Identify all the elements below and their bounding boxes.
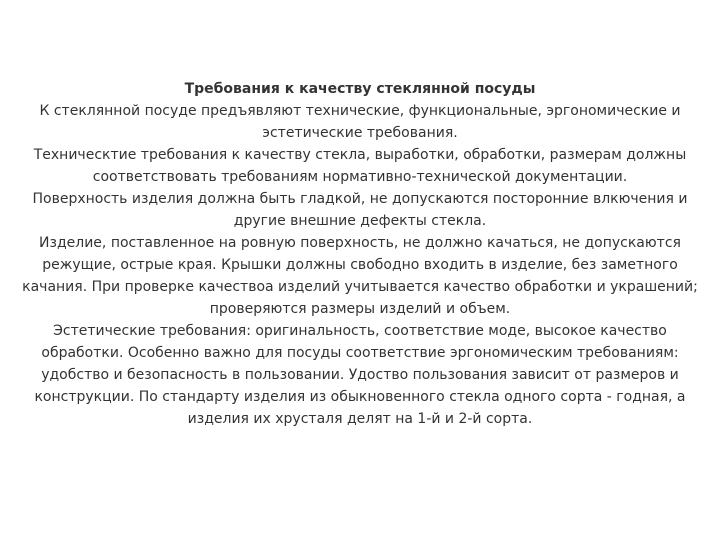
document-title: Требования к качеству стеклянной посуды (184, 81, 536, 97)
paragraph-types: К стеклянной посуде предъявляют технические, функциональные, эргономические и эстетические требования. (39, 103, 681, 141)
paragraph-technical: Техническтие требования к качеству стекла, выработки, обработки, размерам должны соответствовать требованиям нормативно-технической документации. (33, 147, 687, 185)
paragraph-aesthetic: Эстетические требования: оригинальность, соответствие моде, высокое качество обработки. Особенно важно для посуды соответствие эргономическим требованиям: удобство и безопасность в пользовании. Удоство пользования зависит от размеров и конструкции. По стандарту изделия из обыкновенного стекла одного сорта - годная, а изделия их хрусталя делят на 1-й и 2-й сорта. (34, 323, 686, 427)
paragraph-surface: Поверхность изделия должна быть гладкой, не допускаются посторонние влкючения и другие внешние дефекты стекла. (32, 191, 688, 229)
text-block (18, 78, 702, 430)
paragraph-stability: Изделие, поставленное на ровную поверхность, не должно качаться, не допускаются режущие, острые края. Крышки должны свободно входить в изделие, без заметного качания. При проверке качествоа изделий учитывается качество обработки и украшений; проверяются размеры изделий и объем. (22, 235, 698, 317)
